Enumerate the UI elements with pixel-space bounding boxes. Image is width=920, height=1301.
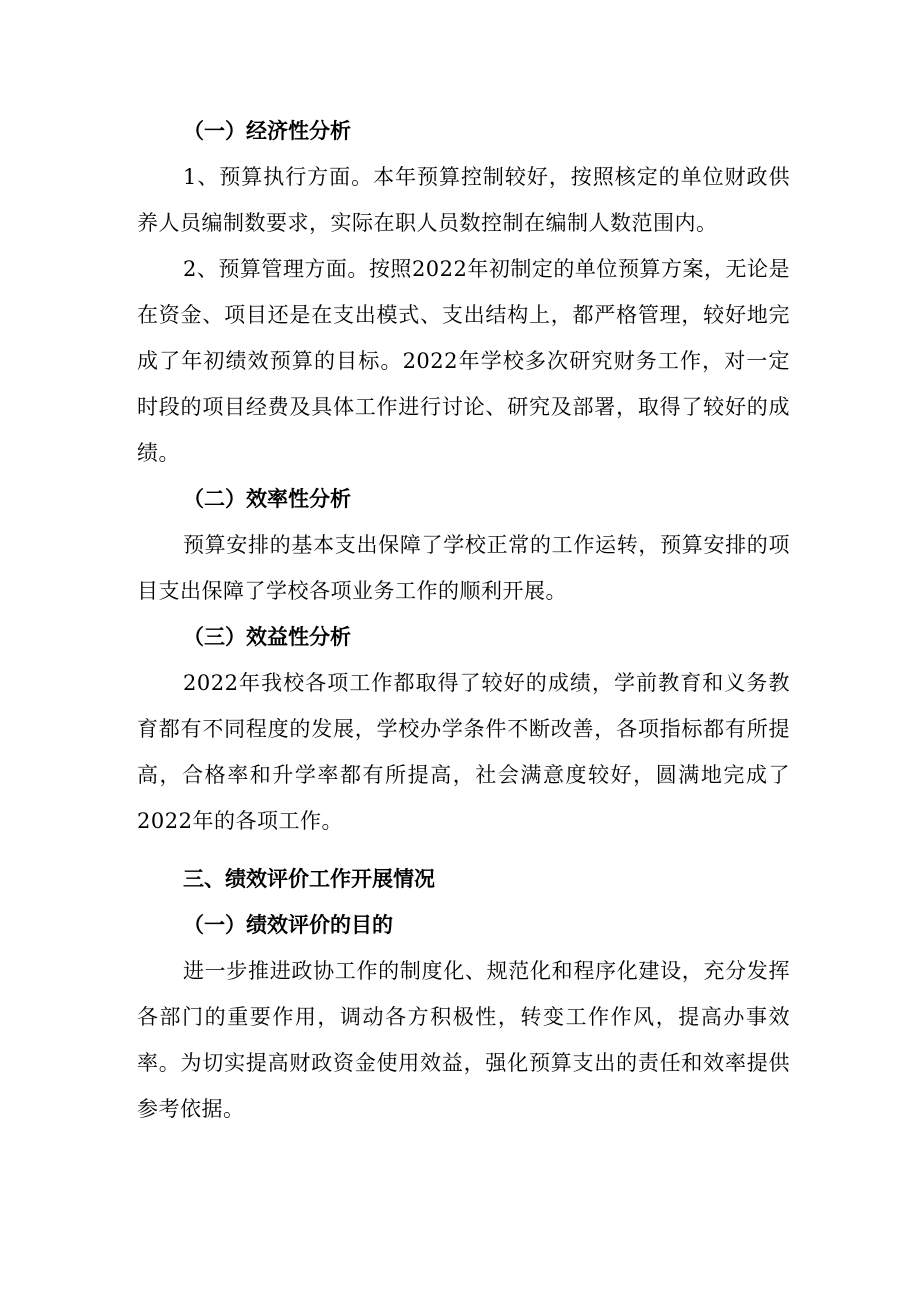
heading-efficiency-analysis: （二）效率性分析 [183, 487, 351, 511]
paragraph-efficiency: 预算安排的基本支出保障了学校正常的工作运转，预算安排的项目支出保障了学校各项业务工作的顺利开展。 [137, 533, 790, 603]
paragraph-budget-execution: 1、预算执行方面。本年预算控制较好，按照核定的单位财政供养人员编制数要求，实际在职人员数控制在编制人数范围内。 [137, 165, 790, 235]
document-body [137, 108, 790, 1132]
paragraph-budget-management: 2、预算管理方面。按照2022年初制定的单位预算方案，无论是在资金、项目还是在支出模式、支出结构上，都严格管理，较好地完成了年初绩效预算的目标。2022年学校多次研究财务工作，对一定时段的项目经费及具体工作进行讨论、研究及部署，取得了较好的成绩。 [137, 257, 790, 465]
heading-economy-analysis: （一）经济性分析 [183, 119, 351, 143]
paragraph-benefit: 2022年我校各项工作都取得了较好的成绩，学前教育和义务教育都有不同程度的发展，学校办学条件不断改善，各项指标都有所提高，合格率和升学率都有所提高，社会满意度较好，圆满地完成了2022年的各项工作。 [137, 671, 790, 833]
heading-benefit-analysis: （三）效益性分析 [183, 625, 351, 649]
paragraph-evaluation-purpose: 进一步推进政协工作的制度化、规范化和程序化建设，充分发挥各部门的重要作用，调动各方积极性，转变工作作风，提高办事效率。为切实提高财政资金使用效益，强化预算支出的责任和效率提供参考依据。 [137, 959, 790, 1121]
heading-evaluation-purpose: （一）绩效评价的目的 [183, 913, 393, 937]
section-heading-evaluation: 三、绩效评价工作开展情况 [183, 867, 435, 891]
